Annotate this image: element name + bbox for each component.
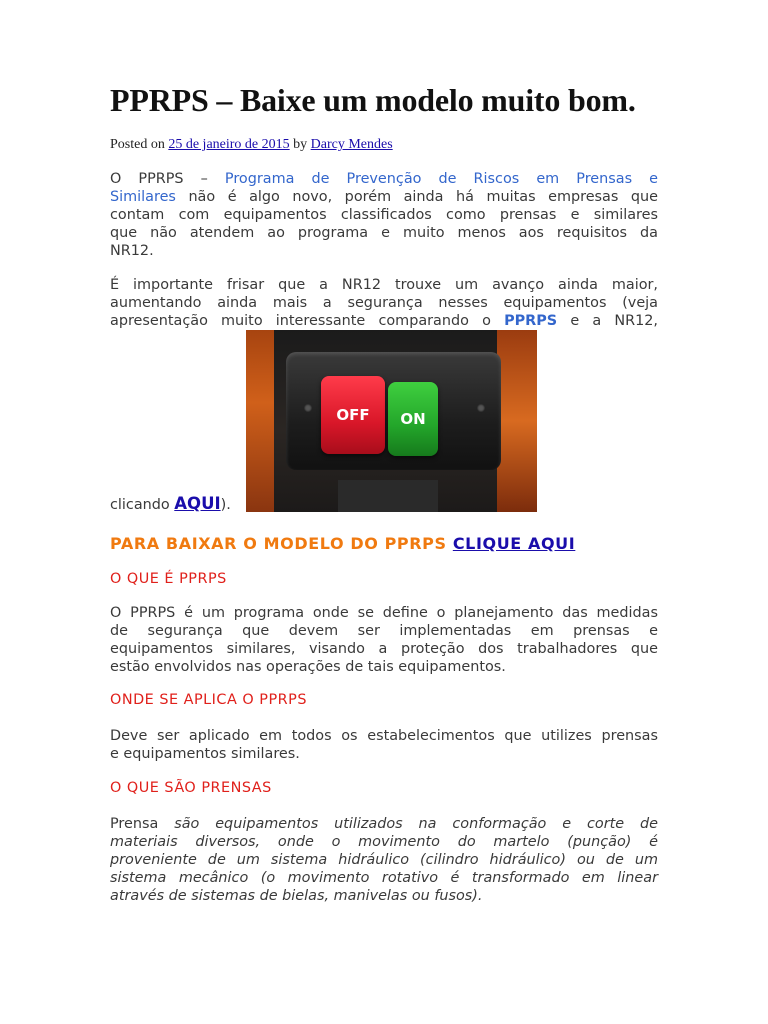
post-meta xyxy=(110,137,393,153)
aqui-line: clicando AQUI). xyxy=(110,494,231,513)
what-line-4: estão envolvidos nas operações de tais equipamentos. xyxy=(110,659,506,675)
off-label: OFF xyxy=(336,406,370,424)
nr12-line-2: aumentando ainda mais a segurança nesses equipamentos (veja xyxy=(110,295,658,311)
orange-machine-left xyxy=(246,330,274,512)
where-heading: ONDE SE APLICA O PPRPS xyxy=(110,692,307,708)
what-is-heading: O QUE É PPRPS xyxy=(110,571,227,587)
switch-base xyxy=(338,480,438,512)
similares-link[interactable]: Similares xyxy=(110,189,176,205)
screw-right xyxy=(477,404,485,412)
presses-line-1: Prensa são equipamentos utilizados na conformação e corte de xyxy=(110,816,658,832)
post-date-link[interactable]: 25 de janeiro de 2015 xyxy=(168,137,290,152)
what-line-3: equipamentos similares, visando a proteção dos trabalhadores que xyxy=(110,641,658,657)
screw-left xyxy=(304,404,312,412)
author-link[interactable]: Darcy Mendes xyxy=(310,137,393,152)
nr12-line-3: apresentação muito interessante comparando o PPRPS e a NR12, xyxy=(110,313,658,329)
where-line-2: e equipamentos similares. xyxy=(110,746,300,762)
where-line-1: Deve ser aplicado em todos os estabelecimentos que utilizes prensas xyxy=(110,728,658,744)
intro-line-3: contam com equipamentos classificados como prensas e similares xyxy=(110,207,658,223)
where-paragraph xyxy=(110,727,658,763)
orange-machine-right xyxy=(497,330,537,512)
presses-line-5: através de sistemas de bielas, manivelas ou fusos). xyxy=(110,888,483,904)
aqui-link[interactable]: AQUI xyxy=(174,494,221,513)
post-title: PPRPS – Baixe um modelo muito bom. xyxy=(110,82,636,118)
presses-heading: O QUE SÃO PRENSAS xyxy=(110,780,272,796)
on-off-switch-photo xyxy=(246,330,537,512)
presses-line-3: proveniente de um sistema hidráulico (cilindro hidráulico) ou de um xyxy=(110,852,658,868)
on-button-graphic xyxy=(388,382,438,456)
download-link[interactable]: CLIQUE AQUI xyxy=(452,534,576,553)
on-label: ON xyxy=(400,410,426,428)
intro-line-2: Similares não é algo novo, porém ainda há muitas empresas que xyxy=(110,189,658,205)
meta-prefix: Posted on xyxy=(110,137,165,152)
intro-line-1: O PPRPS – Programa de Prevenção de Riscos em Prensas e xyxy=(110,171,658,187)
pprps-bold-link[interactable]: PPRPS xyxy=(504,313,558,329)
intro-line-5: NR12. xyxy=(110,243,154,259)
download-heading: PARA BAIXAR O MODELO DO PPRPS CLIQUE AQUI xyxy=(110,534,576,553)
pprps-program-link[interactable]: Programa de Prevenção de Riscos em Prensas e xyxy=(224,171,658,187)
intro-paragraph xyxy=(110,170,658,260)
what-line-1: O PPRPS é um programa onde se define o planejamento das medidas xyxy=(110,605,658,621)
presses-paragraph xyxy=(110,815,658,905)
meta-by: by xyxy=(293,137,308,152)
nr12-line-1: É importante frisar que a NR12 trouxe um avanço ainda maior, xyxy=(110,277,658,293)
what-line-2: de segurança que devem ser implementadas em prensas e xyxy=(110,623,658,639)
intro-line-4: que não atendem ao programa e muito menos aos requisitos da xyxy=(110,225,658,241)
off-button-graphic xyxy=(321,376,385,454)
what-is-paragraph xyxy=(110,604,658,676)
presses-line-4: sistema mecânico (o movimento rotativo é transformado em linear xyxy=(110,870,658,886)
presses-line-2: materiais diversos, onde o movimento do martelo (punção) é xyxy=(110,834,658,850)
nr12-paragraph xyxy=(110,276,658,330)
